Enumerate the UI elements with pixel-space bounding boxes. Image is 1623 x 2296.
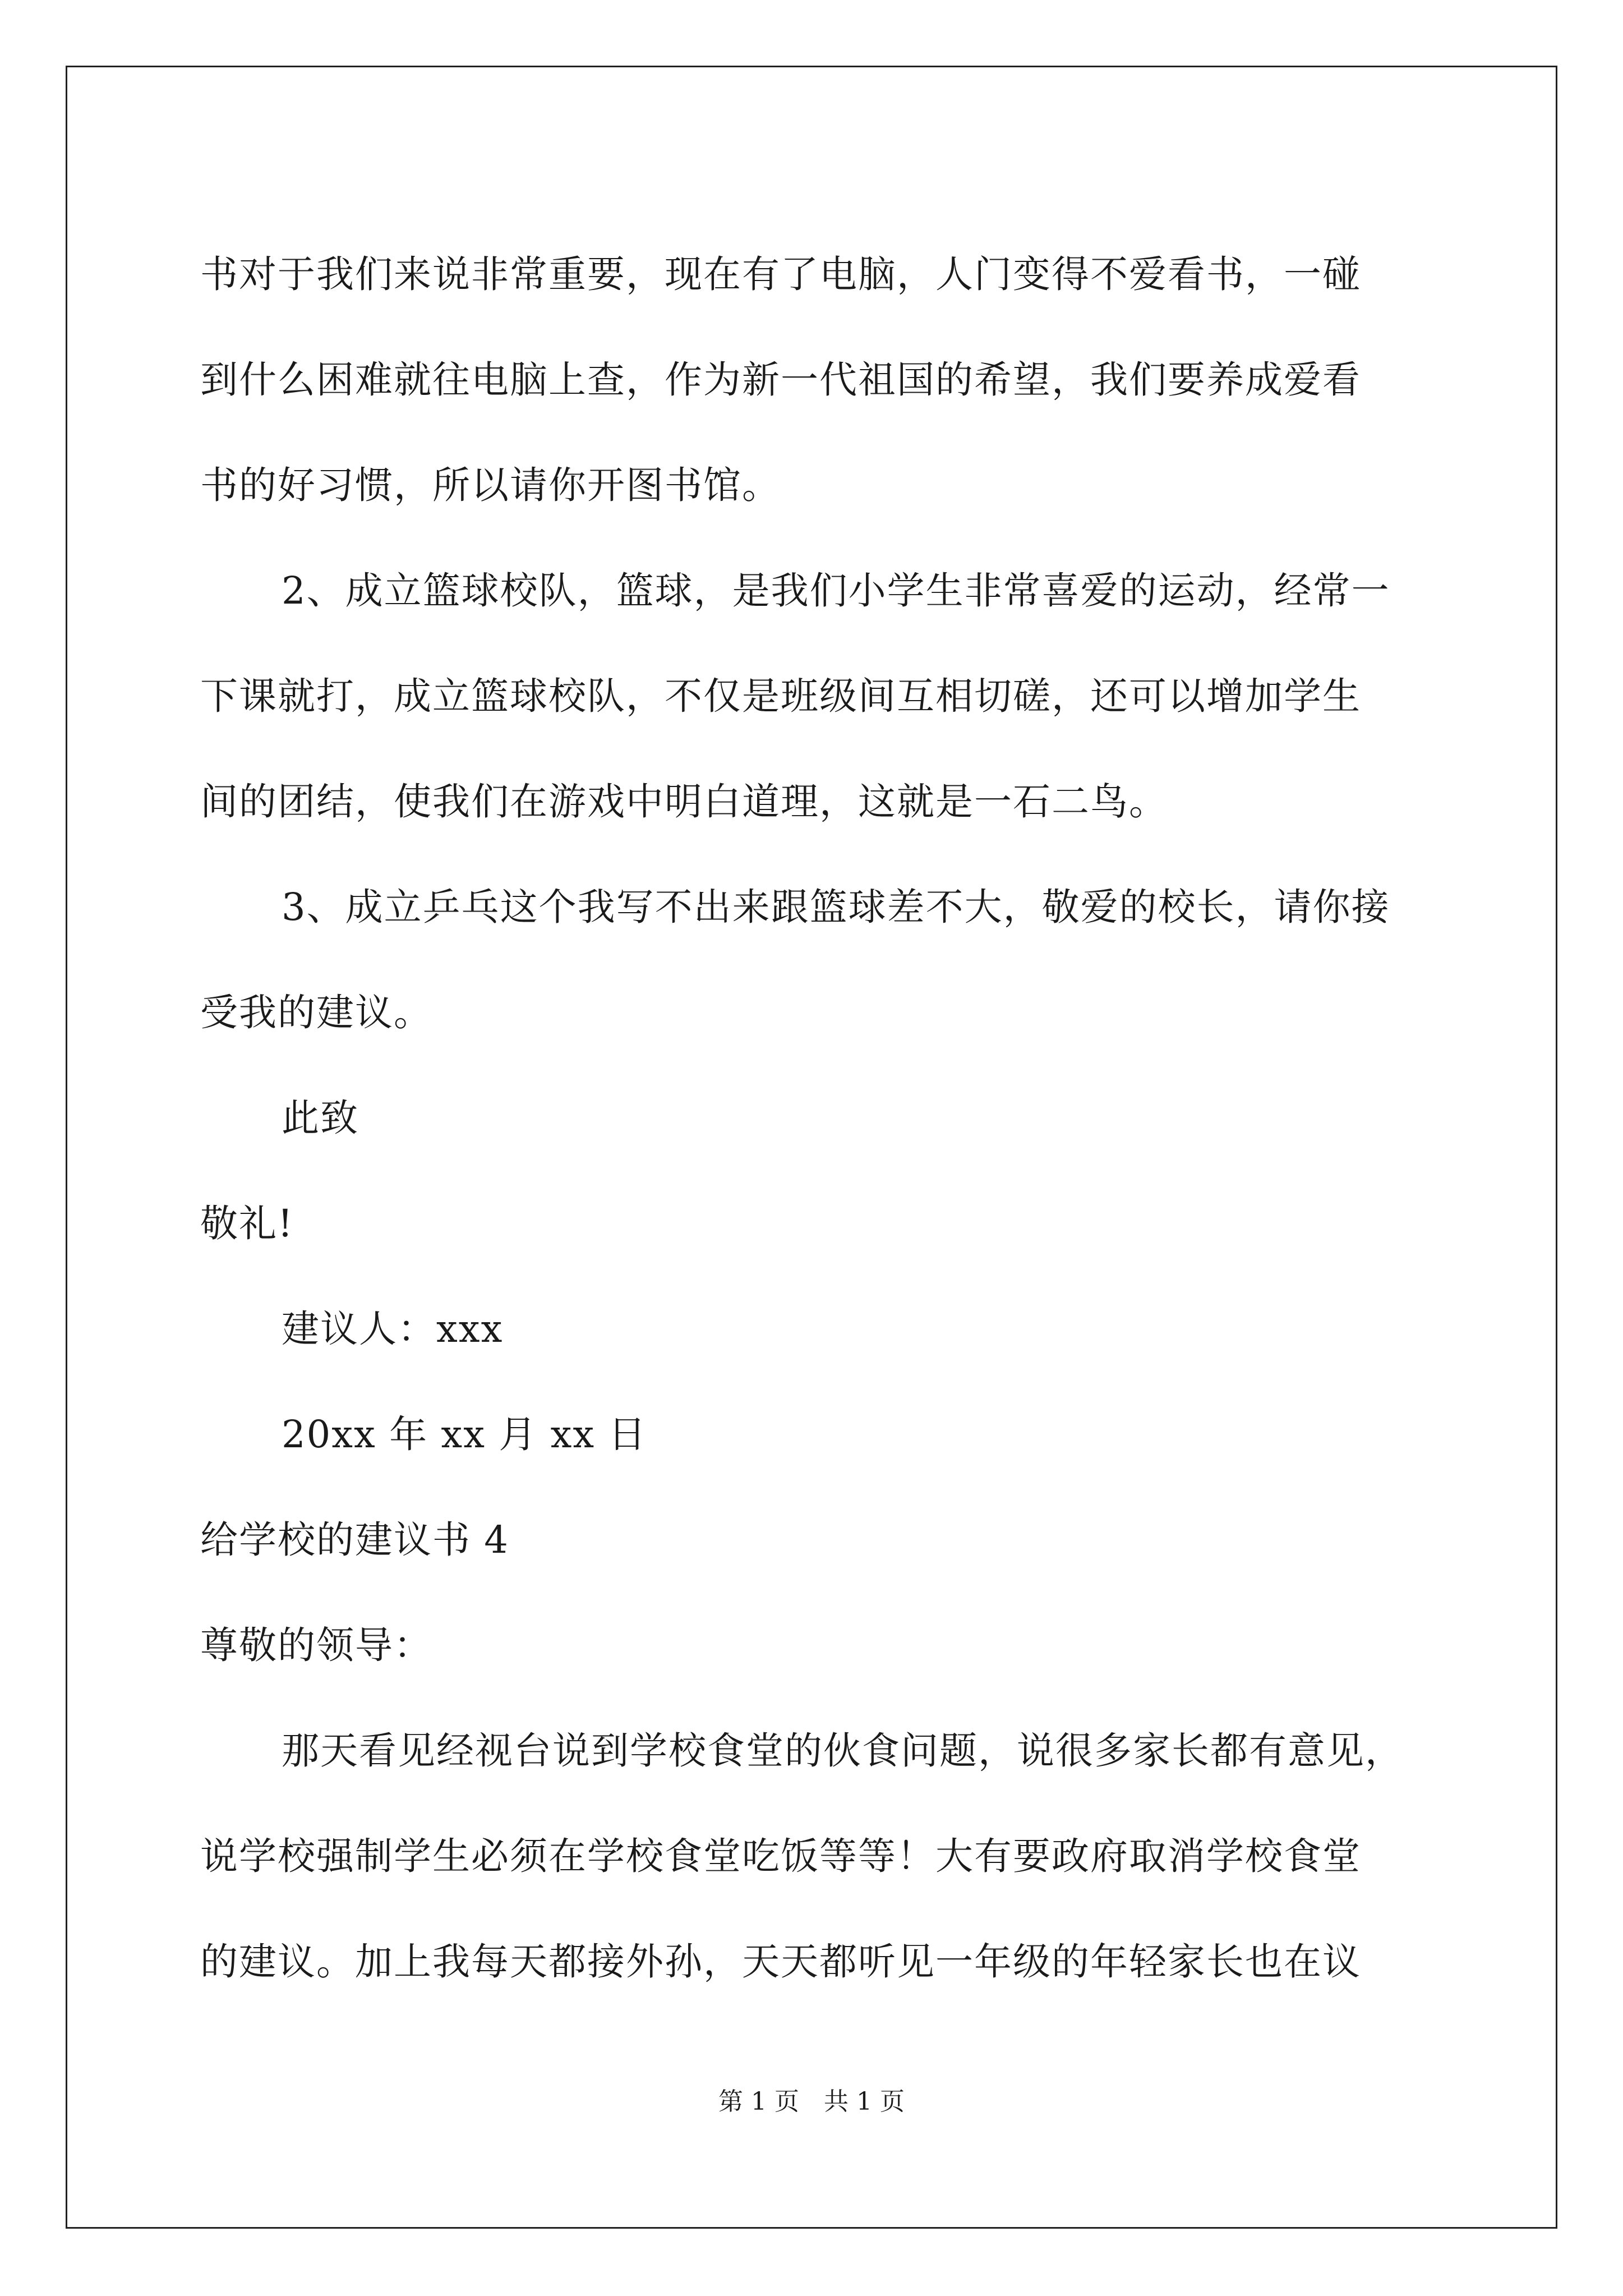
document-body	[200, 222, 1434, 2014]
text-line: 下课就打，成立篮球校队，不仅是班级间互相切磋，还可以增加学生	[200, 674, 1361, 718]
closing-salutation: 此致	[282, 1096, 359, 1140]
date-line: 20xx 年 xx 月 xx 日	[282, 1412, 647, 1456]
section-title: 给学校的建议书 4	[200, 1518, 509, 1562]
text-line-indented: 3、成立乒乓这个我写不出来跟篮球差不大，敬爱的校长，请你接	[282, 885, 1390, 929]
salutation: 尊敬的领导：	[200, 1623, 432, 1667]
closing-greeting: 敬礼!	[200, 1202, 294, 1245]
text-line: 间的团结，使我们在游戏中明白道理，这就是一石二鸟。	[200, 780, 1168, 823]
text-line-indented: 那天看见经视台说到学校食堂的伙食问题，说很多家长都有意见，	[282, 1729, 1404, 1773]
text-line-indented: 2、成立篮球校队，篮球，是我们小学生非常喜爱的运动，经常一	[282, 569, 1390, 613]
text-line: 受我的建议。	[200, 991, 432, 1034]
text-line: 的建议。加上我每天都接外孙，天天都听见一年级的年轻家长也在议	[200, 1940, 1361, 1984]
page-number-footer: 第 1 页 共 1 页	[718, 2087, 905, 2116]
text-line: 书的好习惯，所以请你开图书馆。	[200, 463, 781, 507]
text-line: 说学校强制学生必须在学校食堂吃饭等等！大有要政府取消学校食堂	[200, 1834, 1361, 1878]
signature-line: 建议人：xxx	[282, 1307, 504, 1351]
text-line: 到什么困难就往电脑上查，作为新一代祖国的希望，我们要养成爱看	[200, 358, 1361, 402]
text-line: 书对于我们来说非常重要，现在有了电脑，人门变得不爱看书，一碰	[200, 252, 1361, 296]
